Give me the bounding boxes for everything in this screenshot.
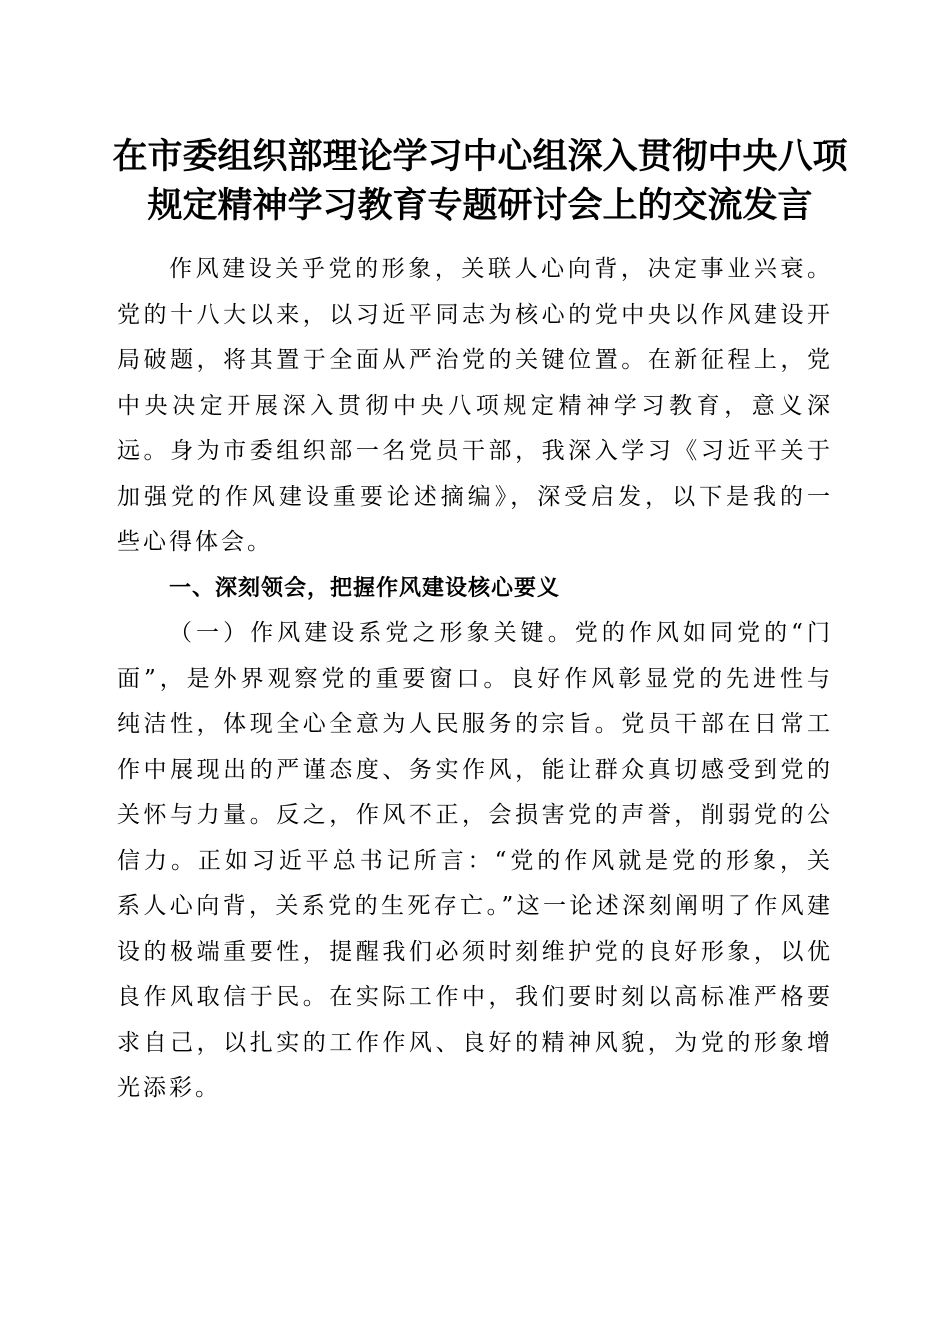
document-title: 在市委组织部理论学习中心组深入贯彻中央八项规定精神学习教育专题研讨会上的交流发言 <box>112 136 848 226</box>
section-heading: 一、深刻领会，把握作风建设核心要义 <box>169 575 561 601</box>
intro-paragraph: 作风建设关乎党的形象，关联人心向背，决定事业兴衰。党的十八大以来，以习近平同志为核心的党中央以作风建设开局破题，将其置于全面从严治党的关键位置。在新征程上，党中央决定开展深入贯彻中央八项规定精神学习教育，意义深远。身为市委组织部一名党员干部，我深入学习《习近平关于加强党的作风建设重要论述摘编》，深受启发，以下是我的一些心得体会。 <box>117 256 833 555</box>
section-paragraph: （一）作风建设系党之形象关键。党的作风如同党的“门面”，是外界观察党的重要窗口。良好作风彰显党的先进性与纯洁性，体现全心全意为人民服务的宗旨。党员干部在日常工作中展现出的严谨态度、务实作风，能让群众真切感受到党的关怀与力量。反之，作风不正，会损害党的声誉，削弱党的公信力。正如习近平总书记所言：“党的作风就是党的形象，关系人心向背，关系党的生死存亡。”这一论述深刻阐明了作风建设的极端重要性，提醒我们必须时刻维护党的良好形象，以优良作风取信于民。在实际工作中，我们要时刻以高标准严格要求自己，以扎实的工作作风、良好的精神风貌，为党的形象增光添彩。 <box>117 620 833 1101</box>
document-body <box>117 247 833 1112</box>
